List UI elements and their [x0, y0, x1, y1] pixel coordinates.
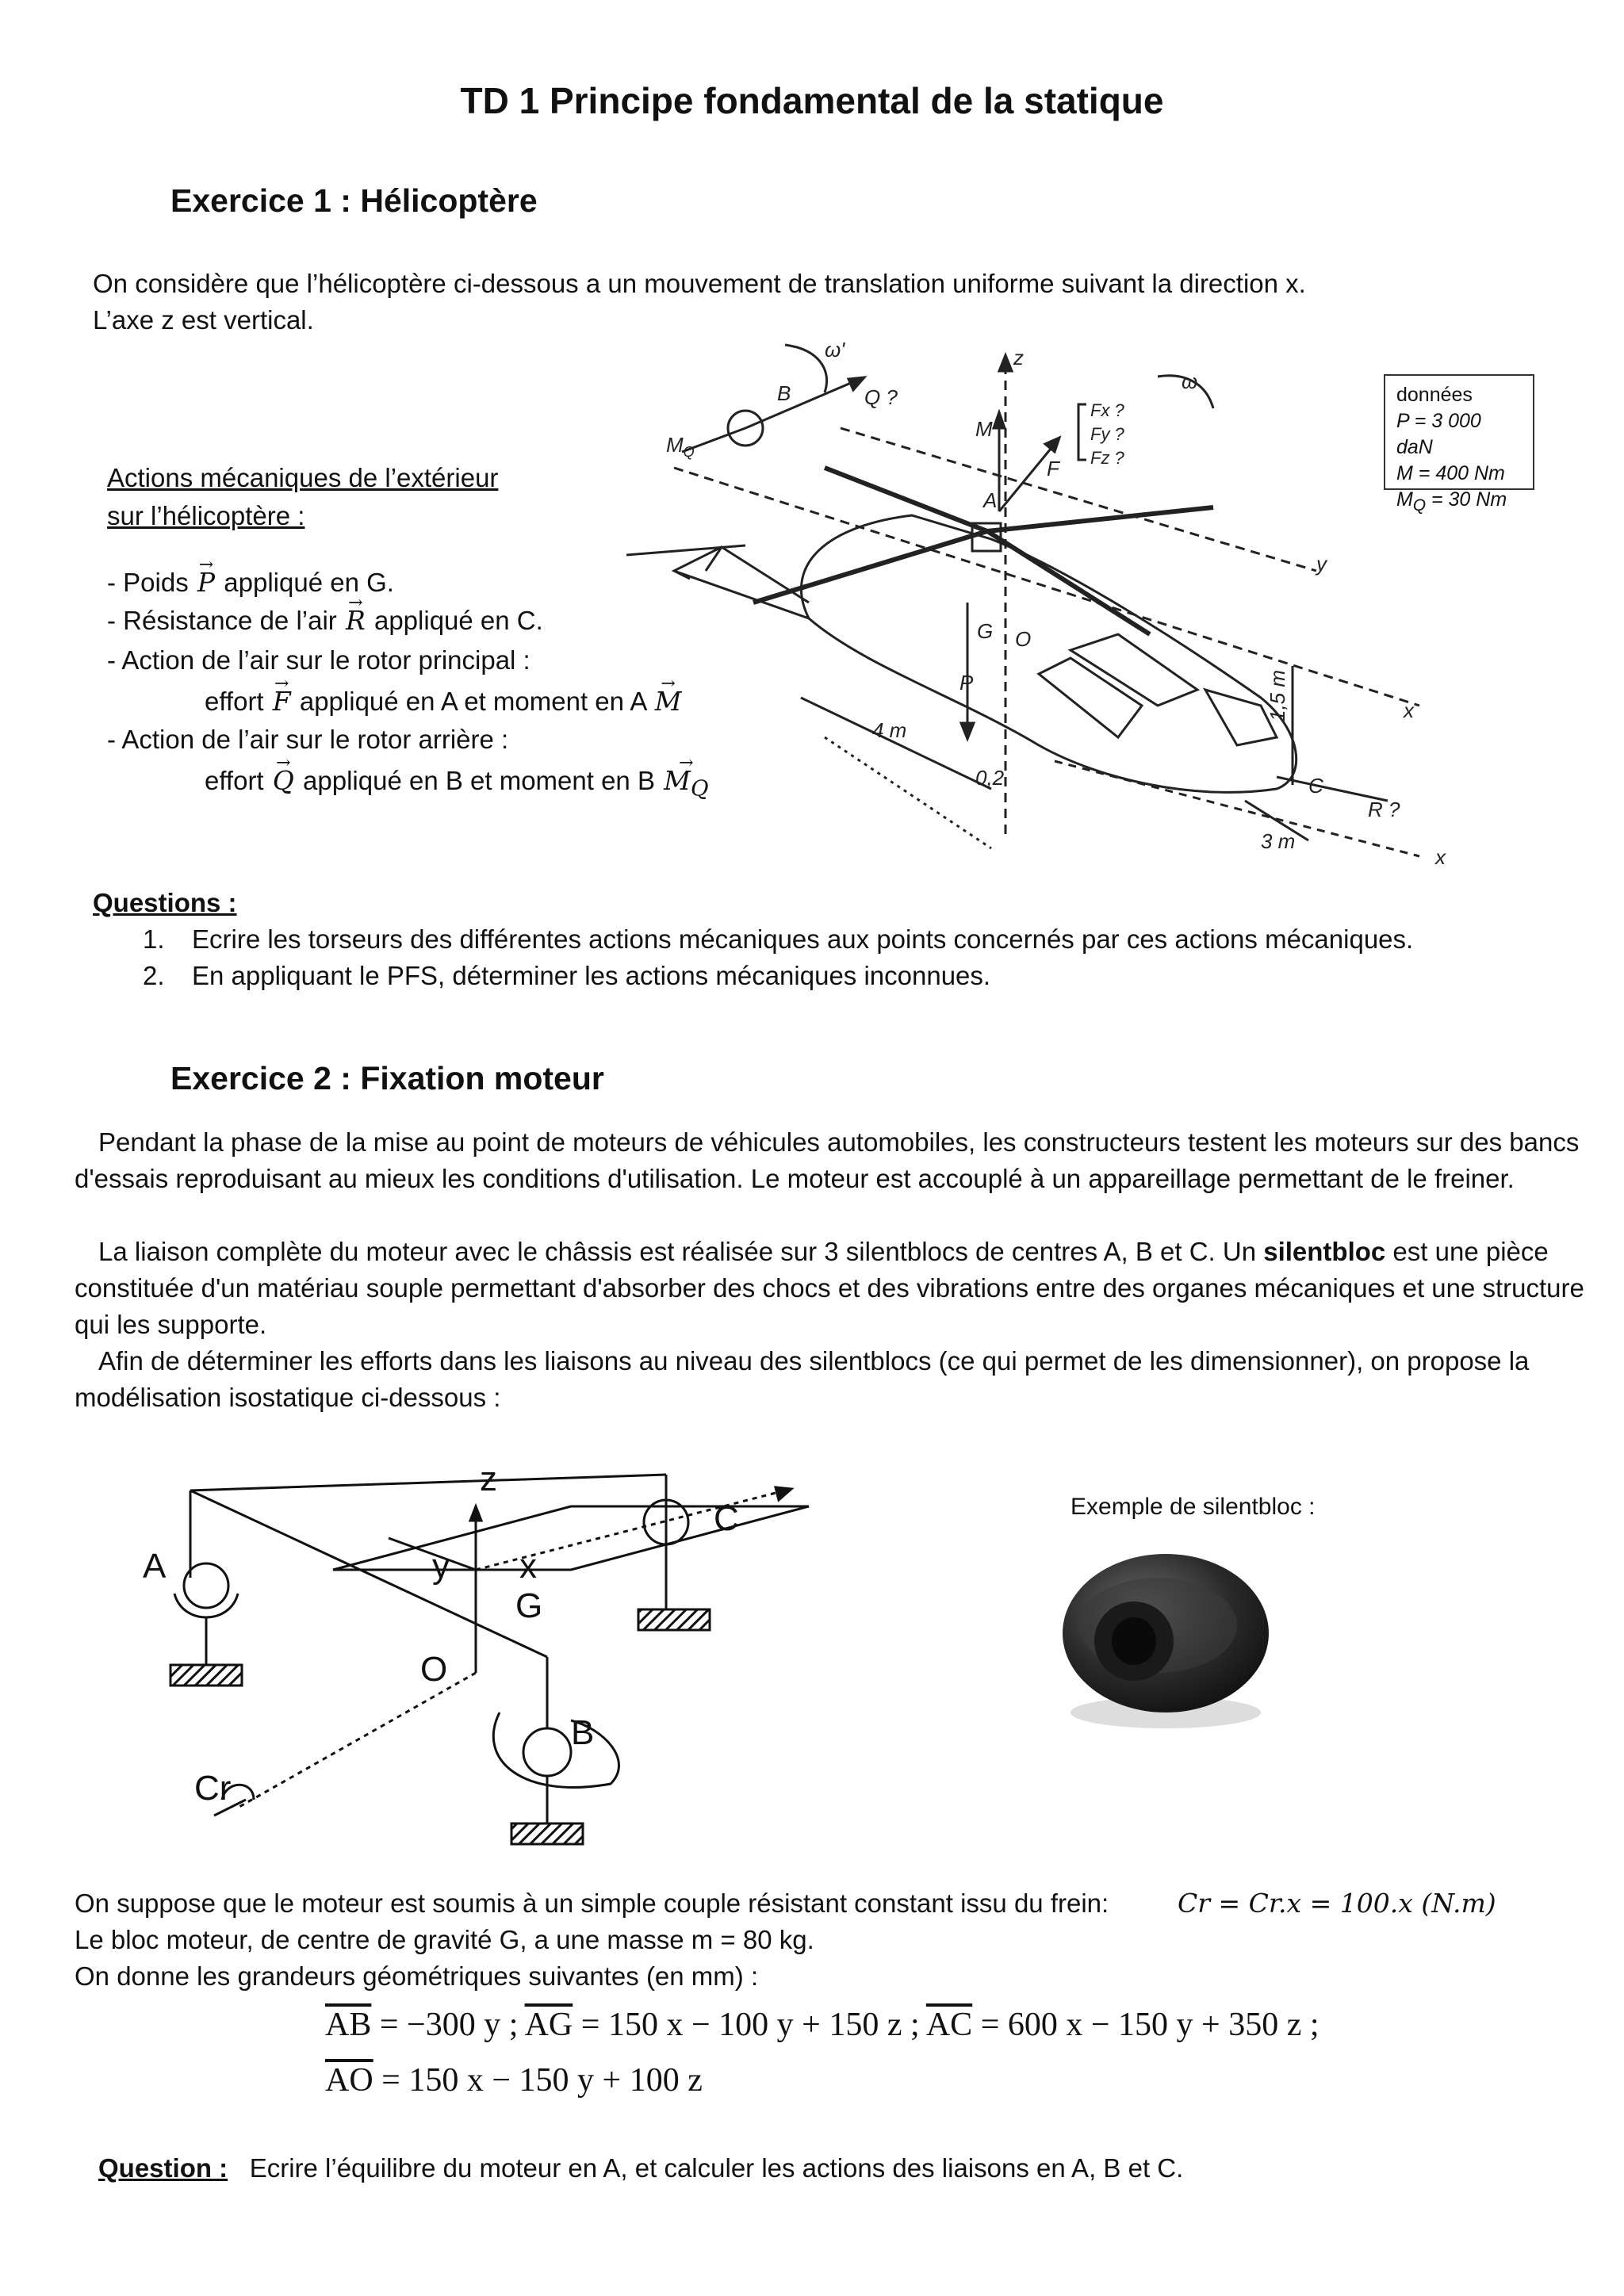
- vector-ab: $\overline{AB}$: [325, 2007, 372, 2043]
- heli-label-y: y: [1316, 552, 1327, 576]
- vector-ag: $\overline{AG}$: [524, 2007, 573, 2043]
- data-box-title: données: [1396, 384, 1473, 406]
- question-1: Ecrire les torseurs des différentes actions mécaniques aux points concernés par ces actions mécaniques.: [192, 924, 1414, 954]
- ex1-intro-line-2: L’axe z est vertical.: [93, 305, 314, 335]
- ex2-p2-c: est une pièce constituée d'un matériau souple permettant d'absorber des chocs et des vibrations entre des organes mécaniques et une structure qui les supporte.: [75, 1237, 1584, 1339]
- ex2-paragraph-2: [75, 1234, 1589, 1343]
- question-2: En appliquant le PFS, déterminer les actions mécaniques inconnues.: [192, 961, 991, 990]
- ex2-paragraph-1: Pendant la phase de la mise au point de moteurs de véhicules automobiles, les constructeurs testent les moteurs sur des bancs d'essais reproduisant au mieux les conditions d'utilisation. Le moteur est accouplé à un appareillage permettant de le freiner.: [75, 1127, 1580, 1193]
- heli-label-a: A: [983, 488, 998, 512]
- engine-label-z: z: [480, 1460, 497, 1498]
- heli-label-f: F: [1047, 457, 1059, 480]
- action-tail-rotor: - Action de l’air sur le rotor arrière :: [107, 725, 509, 754]
- silentbloc-photo: [1047, 1538, 1285, 1744]
- silentbloc-example-label: Exemple de silentbloc :: [1071, 1494, 1316, 1520]
- engine-label-c: C: [714, 1499, 739, 1538]
- actions-title-line-1: Actions mécaniques de l’extérieur: [107, 463, 499, 492]
- heli-dim-15m: 1,5 m: [1266, 669, 1289, 721]
- data-box-p: P = 3 000 daN: [1396, 410, 1481, 458]
- tail-rotor-text-b: appliqué en B et moment en B: [295, 766, 663, 795]
- heli-label-r: R ?: [1368, 798, 1400, 821]
- question-2-num: 2.: [143, 961, 165, 990]
- heli-label-mq: $M_Q$: [666, 433, 695, 460]
- final-question: [98, 2150, 1183, 2187]
- page-title: TD 1 Principe fondamental de la statique: [460, 80, 1164, 121]
- engine-label-a: A: [143, 1547, 167, 1586]
- vector-m: → M: [653, 683, 684, 720]
- exercise-2-heading: Exercice 2 : Fixation moteur: [170, 1060, 604, 1096]
- heli-label-x: x: [1404, 698, 1414, 722]
- heli-label-p: P: [959, 671, 974, 695]
- ex2-paragraph-3: Afin de déterminer les efforts dans les liaisons au niveau des silentblocs (ce qui permet de les dimensionner), on propose la modélisation isostatique ci-dessous :: [75, 1346, 1530, 1412]
- engine-label-o: O: [420, 1650, 448, 1689]
- heli-label-omega2: ω': [825, 338, 845, 362]
- vector-ao-value: = 150 x − 150 y + 100 z: [373, 2062, 703, 2099]
- actions-title-line-2: sur l’hélicoptère :: [107, 501, 305, 530]
- ex2-p2-a: La liaison complète du moteur avec le châssis est réalisée sur 3 silentblocs de centres A, B et C. Un: [98, 1237, 1264, 1266]
- geometry-formula-2: [325, 2061, 703, 2099]
- action-weight-text-b: appliqué en G.: [216, 568, 394, 597]
- heli-label-fy: Fy ?: [1090, 424, 1124, 444]
- engine-label-g: G: [515, 1586, 543, 1625]
- questions-title: Questions :: [93, 888, 237, 917]
- final-question-text: Ecrire l’équilibre du moteur en A, et calculer les actions des liaisons en A, B et C.: [249, 2153, 1184, 2183]
- vector-f: → F: [271, 683, 293, 720]
- main-rotor-text-b: appliqué en A et moment en A: [292, 687, 653, 716]
- ex1-intro-line-1: On considère que l’hélicoptère ci-dessous a un mouvement de translation uniforme suivant la direction x.: [93, 269, 1306, 298]
- data-box-m: M = 400 Nm: [1396, 462, 1505, 484]
- action-main-rotor: - Action de l’air sur le rotor principal :: [107, 645, 530, 675]
- heli-dim-02: 0,2: [975, 766, 1005, 790]
- vector-mq-sub: Q: [690, 775, 709, 802]
- heli-label-g: G: [977, 619, 994, 643]
- heli-dim-3m: 3 m: [1261, 829, 1296, 853]
- tail-rotor-text-a: effort: [205, 766, 271, 795]
- heli-label-b: B: [777, 381, 791, 405]
- action-main-rotor-detail: [205, 683, 684, 720]
- engine-mount-figure: [127, 1427, 841, 1887]
- heli-label-c: C: [1308, 774, 1323, 798]
- vector-ac: $\overline{AC}$: [925, 2007, 973, 2043]
- engine-mass: Le bloc moteur, de centre de gravité G, a une masse m = 80 kg.: [75, 1925, 814, 1954]
- heli-dim-4m: 4 m: [872, 718, 907, 742]
- vector-p: → P: [196, 564, 216, 601]
- main-rotor-text-a: effort: [205, 687, 271, 716]
- heli-label-fz: Fz ?: [1090, 448, 1124, 468]
- data-box: [1384, 374, 1534, 515]
- heli-label-omega: ω: [1182, 369, 1198, 393]
- heli-label-x2: x: [1435, 845, 1446, 869]
- action-air-text-b: appliqué en C.: [366, 606, 543, 635]
- data-box-mq: $M_Q = 30$ Nm: [1396, 488, 1507, 515]
- heli-label-fx: Fx ?: [1090, 400, 1124, 420]
- heli-label-o: O: [1015, 627, 1032, 651]
- ex2-p2-term: silentbloc: [1263, 1237, 1386, 1266]
- action-air-text-a: - Résistance de l’air: [107, 606, 344, 635]
- heli-label-z: z: [1013, 346, 1024, 369]
- engine-label-x: x: [519, 1547, 537, 1586]
- vector-mq-letter: M: [664, 765, 691, 796]
- couple-formula: Cr = Cr.x = 100.x (N.m): [1178, 1888, 1496, 1919]
- question-1-num: 1.: [143, 924, 165, 954]
- vector-ab-value: = −300 y ;: [371, 2007, 525, 2043]
- vector-ac-value: = 600 x − 150 y + 350 z ;: [972, 2007, 1320, 2043]
- vector-r: → R: [344, 603, 367, 639]
- geometry-intro: On donne les grandeurs géométriques suivantes (en mm) :: [75, 1961, 759, 1991]
- vector-q: → Q: [271, 763, 296, 799]
- action-air-resistance: [107, 603, 543, 639]
- heli-label-m: M: [975, 417, 993, 441]
- hypothesis-couple: On suppose que le moteur est soumis à un simple couple résistant constant issu du frein:: [75, 1888, 1109, 1918]
- exercise-1-heading: Exercice 1 : Hélicoptère: [170, 182, 538, 219]
- engine-label-cr: Cr: [194, 1769, 232, 1808]
- engine-label-y: y: [432, 1547, 450, 1586]
- heli-label-q: Q ?: [864, 385, 898, 409]
- final-question-title: Question :: [98, 2153, 228, 2183]
- action-weight-text-a: - Poids: [107, 568, 196, 597]
- vector-ao: $\overline{AO}$: [325, 2062, 373, 2099]
- vector-ag-value: = 150 x − 100 y + 150 z ;: [573, 2007, 926, 2043]
- geometry-formula-1: [325, 2006, 1320, 2044]
- engine-label-b: B: [571, 1713, 595, 1752]
